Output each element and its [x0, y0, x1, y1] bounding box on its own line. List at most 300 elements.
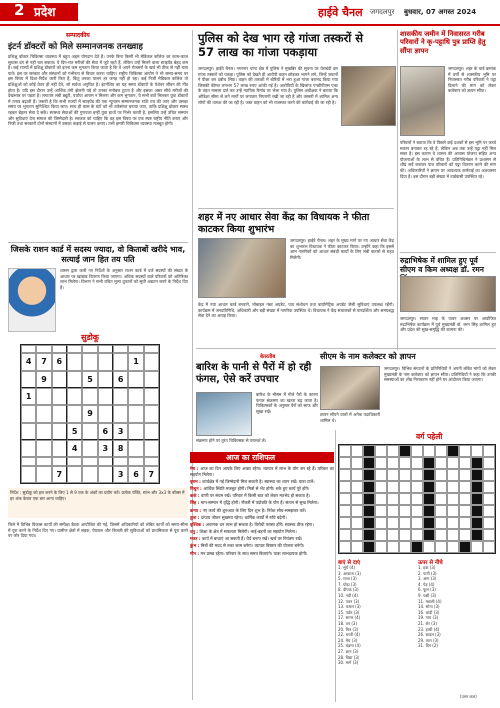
- crossword-block: [471, 457, 483, 469]
- crossword-cell: [399, 505, 411, 517]
- crossword-cell: [483, 541, 495, 553]
- sudoku-cell: 5: [82, 371, 97, 388]
- crossword-down-label: ऊपर से नीचे: [418, 560, 443, 566]
- crossword-block: [423, 493, 435, 505]
- section-divider: [196, 348, 496, 349]
- crossword-block: [363, 445, 375, 457]
- crossword-cell: [375, 529, 387, 541]
- sudoku-cell: 4: [21, 353, 36, 370]
- story-aadhaar-headline: शहर में नए आधार सेवा केंद्र का विधायक ने फीता काटकर किया शुभारंभ: [198, 212, 370, 235]
- sudoku-cell: [67, 466, 82, 483]
- crossword-block: [471, 529, 483, 541]
- horoscope-entry: [190, 529, 334, 535]
- horoscope-text: आज का दिन आपके लिए अच्छा रहेगा। व्यापार में लाभ के योग बन रहे हैं। परिवार का सहयोग मिलेगा।: [190, 466, 335, 477]
- crossword-clue: 18. वन (3): [338, 620, 358, 626]
- sudoku-cell: [98, 466, 113, 483]
- crossword-cell: [447, 541, 459, 553]
- sudoku-cell: 5: [67, 423, 82, 440]
- crossword-clue: 30. मार्ग (3): [338, 660, 359, 666]
- crossword-cell: [351, 505, 363, 517]
- horoscope-entry: [190, 543, 334, 549]
- sudoku-cell: [144, 440, 159, 457]
- crossword-cell: [399, 457, 411, 469]
- crossword-cell: [339, 505, 351, 517]
- sudoku-cell: 3: [113, 466, 128, 483]
- crossword-clue: 7. घोड़ा (3): [338, 581, 357, 587]
- crossword-clue: 8. दीपक (3): [338, 587, 359, 593]
- sudoku-cell: [21, 466, 36, 483]
- crossword-cell: [351, 481, 363, 493]
- sudoku-cell: [52, 345, 67, 353]
- horoscope-text: आर्थिक स्थिति मजबूत होगी। मित्रों से भेंट होगी। रुके हुए कार्य पूरे होंगे।: [203, 485, 310, 491]
- crossword-answer-note: (उत्तर कल): [460, 694, 477, 699]
- crossword-clue: 15. पर्वत (3): [338, 609, 360, 615]
- story-patta-body: जगदलपुर। शहर के वार्ड क्रमांक में वर्षों से शासकीय भूमि पर निवासरत गरीब परिवारों ने पट्टा दिलाने की मांग को लेकर कलेक्टर को ज्ञापन सौंपा।: [448, 66, 496, 94]
- horoscope-text: मान-सम्मान में वृद्धि होगी। नौकरी में पदोन्नति के योग हैं। संतान से सुख मिलेगा।: [200, 500, 319, 506]
- story-ganja-headline: पुलिस को देख भाग रहे गांजा तस्करों से 57 लाख का गांजा पकड़ाया: [198, 31, 364, 59]
- sudoku-cell: [36, 423, 51, 440]
- crossword-cell: [435, 469, 447, 481]
- crossword-block: [459, 541, 471, 553]
- sudoku-cell: [128, 371, 143, 388]
- crossword-cell: [375, 445, 387, 457]
- crossword-block: [363, 469, 375, 481]
- crossword-cell: [447, 517, 459, 529]
- crossword-cell: [471, 541, 483, 553]
- crossword-cell: [387, 517, 399, 529]
- horoscope-title: आज का राशिफल: [226, 453, 276, 462]
- crossword-block: [471, 517, 483, 529]
- sudoku-cell: 6: [113, 371, 128, 388]
- horoscope-text: शिक्षा के क्षेत्र में सफलता मिलेगी। भाई-बहनों का सहयोग मिलेगा।: [199, 529, 297, 535]
- crossword-cell: [411, 445, 423, 457]
- crossword-cell: [459, 481, 471, 493]
- sudoku-cell: [21, 457, 36, 465]
- crossword-cell: [387, 469, 399, 481]
- horoscope-entry: [190, 479, 334, 485]
- crossword-cell: [339, 445, 351, 457]
- crossword-cell: [375, 493, 387, 505]
- crossword-clue: 27. ज्ञान (3): [338, 648, 359, 654]
- crossword-block: [399, 445, 411, 457]
- sudoku-cell: 7: [36, 353, 51, 370]
- horoscope-text: कार्यक्षेत्र में नई जिम्मेदारी मिल सकती है। स्वास्थ्य का ध्यान रखें। यात्रा टालें।: [202, 478, 315, 484]
- horoscope-sign: मिथुन :: [190, 485, 204, 491]
- story-ration-headline: जिसके राशन कार्ड में सदस्य ज्यादा, वो किताबों खरीदे भाव, सत्याई जान हित तय पति: [10, 245, 186, 264]
- crossword-title: वर्ग पहेली: [416, 432, 443, 441]
- crossword-block: [363, 541, 375, 553]
- crossword-cell: [387, 541, 399, 553]
- crossword-cell: [459, 529, 471, 541]
- horoscope-sign: सिंह :: [190, 500, 201, 506]
- issue-date: बुधवार, 07 अगस्त 2024: [404, 8, 477, 16]
- crossword-cell: [399, 541, 411, 553]
- crossword-cell: [435, 481, 447, 493]
- sudoku-cell: 6: [98, 423, 113, 440]
- sudoku-cell: [82, 440, 97, 457]
- crossword-cell: [423, 541, 435, 553]
- crossword-clue: 13. कमल (3): [338, 604, 361, 610]
- crossword-block: [423, 481, 435, 493]
- story-fungus-photo: [196, 392, 252, 436]
- horoscope-entry: [190, 493, 334, 499]
- horoscope-text: मन प्रसन्न रहेगा। परिवार के साथ समय बिताएंगे। यात्रा लाभदायक होगी।: [200, 550, 308, 556]
- crossword-clue: 26. बादल (3): [418, 632, 441, 638]
- horoscope-sign: कर्क :: [190, 493, 202, 499]
- crossword-cell: [435, 505, 447, 517]
- horoscope-sign: वृश्चिक :: [190, 521, 206, 527]
- crossword-cell: [435, 517, 447, 529]
- horoscope-entry: [190, 551, 334, 557]
- sudoku-grid: [20, 344, 160, 484]
- crossword-clue: 31. दिन (2): [418, 643, 438, 649]
- crossword-cell: [447, 469, 459, 481]
- sudoku-cell: [128, 440, 143, 457]
- sudoku-cell: 4: [67, 440, 82, 457]
- horoscope-entry: [190, 508, 334, 514]
- crossword-clue: 12. पवन (3): [338, 598, 360, 604]
- crossword-cell: [387, 529, 399, 541]
- crossword-cell: [411, 457, 423, 469]
- crossword-block: [471, 481, 483, 493]
- sudoku-cell: 1: [128, 353, 143, 370]
- crossword-block: [423, 469, 435, 481]
- sudoku-cell: [67, 405, 82, 422]
- crossword-cell: [435, 445, 447, 457]
- crossword-cell: [411, 469, 423, 481]
- crossword-cell: [375, 541, 387, 553]
- sudoku-cell: [98, 345, 113, 353]
- crossword-across-label: बाएं से दाएं: [338, 560, 361, 566]
- sudoku-cell: [21, 440, 36, 457]
- sudoku-cell: [113, 457, 128, 465]
- crossword-clue: 10. नदी (4): [338, 592, 358, 598]
- sudoku-cell: 3: [98, 440, 113, 457]
- editorial-body: प्रशिक्षु डॉक्टर चिकित्सा व्यवस्था में बहुत अहम योगदान देते हैं। उनके बिना किसी भी मेडिकल कॉलेज का काम-काज सुचारू ढंग से नहीं चल सकता। ये दिन-रात मरीजों की सेवा में जुटे रहते हैं, लेकिन उन्हें मिलने वाला स्टाइपेंड बेहद कम है। कई राज्यों में प्रशिक्षु डॉक्टरों को इतना कम भुगतान किया जाता है कि वे अपने रोजमर्रा के खर्च भी ठीक से नहीं चला पाते। इस पर सरकार और संस्थानों को गंभीरता से विचार करना चाहिए। राष्ट्रीय चिकित्सा आयोग ने भी समय-समय पर इस विषय में दिशा-निर्देश जारी किए हैं, किंतु उनका पालन हर जगह नहीं हो रहा। कई निजी मेडिकल कॉलेज तो प्रशिक्षुओं को कोई वेतन ही नहीं देते, जो सर्वथा अनुचित है। इंटर्नशिप का यह समय डॉक्टरों के पेशेवर जीवन की नींव होता है। यदि इस दौरान उन्हें आर्थिक तंगी झेलनी पड़े तो उनका मनोबल टूटता है और इसका असर सीधे मरीजों की देखभाल पर पड़ता है। लगातार लंबी ड्यूटी, पर्याप्त आराम न मिलना और कम भुगतान, ये सभी बातें मिलकर युवा डॉक्टरों में तनाव बढ़ाती हैं। जरूरी है कि सभी राज्यों में स्टाइपेंड की एक न्यूनतम सम्मानजनक राशि तय की जाए और उसका समय पर भुगतान सुनिश्चित किया जाए। साथ ही काम के घंटों को भी तर्कसंगत बनाया जाए, ताकि प्रशिक्षु डॉक्टर स्वस्थ रहकर बेहतर सेवा दे सकें। स्वास्थ्य सेवाओं की गुणवत्ता इन्हीं युवा हाथों पर निर्भर करती है, इसलिए उन्हें उचित सम्मान और सुविधाएं देना समाज की जिम्मेदारी है। सरकार को चाहिए कि वह इस विषय पर एक स्पष्ट राष्ट्रीय नीति बनाए और निजी तथा सरकारी दोनों संस्थानों में उसका कड़ाई से पालन कराए। तभी हमारी चिकित्सा व्यवस्था मजबूत होगी।: [8, 54, 188, 127]
- horoscope-entry: [190, 515, 334, 521]
- sudoku-cell: [98, 371, 113, 388]
- crossword-block: [471, 505, 483, 517]
- horoscope-text: अचानक धन लाभ हो सकता है। विरोधी परास्त होंगे। स्वास्थ्य ठीक रहेगा।: [205, 521, 314, 527]
- sudoku-cell: [113, 345, 128, 353]
- crossword-cell: [375, 481, 387, 493]
- crossword-cell: [375, 469, 387, 481]
- crossword-cell: [447, 529, 459, 541]
- sudoku-cell: [36, 440, 51, 457]
- crossword-cell: [411, 481, 423, 493]
- horoscope-entry: [190, 536, 334, 542]
- column-divider: [335, 430, 336, 702]
- section-title: प्रदेश: [34, 5, 56, 19]
- left-bottom-story-body: जिले में विभिन्न विकास कार्यों की समीक्षा बैठक आयोजित की गई, जिसमें अधिकारियों को लंबित कार्यों को समय-सीमा में पूरा करने के निर्देश दिए गए। ग्रामीण क्षेत्रों में सड़क, पेयजल और बिजली की सुविधाओं को प्राथमिकता से पूरा करने पर जोर दिया गया।: [8, 522, 188, 539]
- sudoku-cell: [21, 345, 36, 353]
- horoscope-sign: मकर :: [190, 536, 203, 542]
- crossword-clue: 16. चांदी (3): [418, 609, 440, 615]
- sudoku-cell: [21, 371, 36, 388]
- story-fungus-body: बारिश के मौसम में गीले पैरों के कारण फंगल संक्रमण का खतरा बढ़ जाता है। चिकित्सकों के अनुसार पैरों को साफ और सूखा रखें।: [256, 392, 318, 414]
- sudoku-cell: [36, 345, 51, 353]
- crossword-clue: 1. सूर्य (4): [338, 565, 356, 570]
- sudoku-cell: 1: [21, 388, 36, 405]
- column-divider: [397, 30, 398, 350]
- story-patta-headline: शासकीय जमीन में निवासरत गरीब परिवारों ने कृ-पट्टाधि पुत्र प्राप्ति हेतु सौंपा ज्ञापन: [400, 30, 486, 55]
- crossword-clue: 20. मित्र (3): [338, 626, 359, 632]
- crossword-cell: [339, 541, 351, 553]
- sudoku-cell: [67, 345, 82, 353]
- sudoku-cell: [67, 353, 82, 370]
- editorial-tag: सम्पादकीय: [66, 32, 90, 39]
- crossword-cell: [459, 457, 471, 469]
- crossword-clue: 19. गाय (3): [418, 615, 439, 621]
- crossword-cell: [459, 445, 471, 457]
- horoscope-text: नए कार्य की शुरुआत के लिए दिन शुभ है। निवेश सोच-समझकर करें।: [202, 507, 307, 513]
- crossword-clue: 3. आग (3): [418, 576, 437, 582]
- story-rudrabhishek-photo: [400, 276, 496, 312]
- story-aadhaar-body-continued: केंद्र में नया आधार कार्ड बनवाने, मोबाइल नंबर अपडेट, पता संशोधन तथा बायोमेट्रिक अपडेट जैसी सुविधाएं उपलब्ध रहेंगी। कार्यक्रम में जनप्रतिनिधि, अधिकारी और बड़ी संख्या में नागरिक उपस्थित थे। विधायक ने केंद्र संचालकों से पारदर्शिता और समयबद्ध सेवा देने का आग्रह किया।: [198, 302, 394, 319]
- crossword-block: [363, 493, 375, 505]
- crossword-clue: 1. हवा (3): [418, 565, 436, 570]
- crossword-block: [411, 541, 423, 553]
- sudoku-cell: 8: [113, 440, 128, 457]
- crossword-cell: [483, 469, 495, 481]
- sudoku-cell: [67, 371, 82, 388]
- crossword-cell: [483, 517, 495, 529]
- crossword-clue: 22. धरती (4): [338, 632, 360, 638]
- story-ration-illustration: [8, 268, 56, 332]
- crossword-clue: 21. शेर (3): [418, 620, 437, 626]
- section-divider: [8, 242, 188, 243]
- crossword-cell: [351, 457, 363, 469]
- sudoku-cell: [82, 466, 97, 483]
- sudoku-cell: [52, 423, 67, 440]
- horoscope-sign: कुंभ :: [190, 543, 201, 549]
- crossword-cell: [459, 493, 471, 505]
- story-fungus-tag: बेतरतीब: [260, 354, 276, 360]
- horoscope-text: कार्य में बाधाएं आ सकती हैं। धैर्य बनाए रखें। खर्च पर नियंत्रण रखें।: [202, 536, 303, 542]
- sudoku-cell: [82, 345, 97, 353]
- crossword-cell: [339, 517, 351, 529]
- story-memorandum-headline: सीएम के नाम कलेक्टर को ज्ञापन: [320, 352, 416, 361]
- sudoku-cell: [113, 388, 128, 405]
- story-ganja-body: जगदलपुर। हाईवे चैनल। नगरनार थाना क्षेत्र में पुलिस ने मुखबिर की सूचना पर घेराबंदी कर गांजा तस्करों को पकड़ा। पुलिस को देखते ही आरोपी वाहन छोड़कर भागने लगे, जिन्हें जवानों ने पीछा कर दबोच लिया। वाहन की तलाशी में बोरियों में भरा हुआ गांजा बरामद किया गया जिसकी कीमत लगभग 57 लाख रुपए आंकी गई है। आरोपियों के खिलाफ एनडीपीएस एक्ट के तहत मामला दर्ज कर उन्हें न्यायिक रिमांड पर भेजा गया है। पुलिस अधीक्षक ने बताया कि ओडिशा सीमा से लगे मार्गों पर लगातार निगरानी रखी जा रही है और तस्करी में शामिल अन्य लोगों की तलाश की जा रही है। जब्त वाहन को भी राजसात करने की कार्रवाई की जा रही है।: [198, 66, 338, 105]
- sudoku-cell: [98, 388, 113, 405]
- sudoku-cell: [144, 388, 159, 405]
- section-divider: [400, 252, 496, 253]
- crossword-cell: [483, 493, 495, 505]
- crossword-clue: 9. पक्षी (3): [418, 592, 437, 598]
- crossword-cell: [459, 517, 471, 529]
- crossword-cell: [447, 481, 459, 493]
- story-fungus-body-continued: संक्रमण होने पर तुरंत चिकित्सक से परामर्श लें।: [196, 438, 267, 443]
- crossword-clue: 24. मेघ (3): [338, 637, 358, 643]
- crossword-block: [363, 505, 375, 517]
- sudoku-cell: [82, 423, 97, 440]
- crossword-cell: [435, 529, 447, 541]
- sudoku-cell: [144, 371, 159, 388]
- crossword-cell: [387, 481, 399, 493]
- crossword-cell: [459, 469, 471, 481]
- crossword-cell: [399, 517, 411, 529]
- crossword-block: [423, 529, 435, 541]
- story-ration-body: शासन द्वारा जारी नए निर्देशों के अनुसार राशन कार्ड में दर्ज सदस्यों की संख्या के आधार पर खाद्यान्न वितरण किया जाएगा। अधिक सदस्यों वाले परिवारों को अतिरिक्त लाभ मिलेगा। विभाग ने सभी उचित मूल्य दुकानों को सूची अद्यतन करने के निर्देश दिए हैं।: [60, 268, 188, 290]
- horoscope-entry: [190, 500, 334, 506]
- sudoku-title: सुडोकू: [81, 333, 99, 342]
- crossword-clue: 28. विद्या (3): [338, 654, 360, 660]
- crossword-block: [447, 445, 459, 457]
- crossword-cell: [435, 457, 447, 469]
- crossword-block: [423, 505, 435, 517]
- horoscope-entry: [190, 486, 334, 492]
- sudoku-cell: 3: [113, 423, 128, 440]
- sudoku-cell: [36, 466, 51, 483]
- crossword-clue: 14. सोना (3): [418, 604, 440, 610]
- crossword-cell: [459, 505, 471, 517]
- horoscope-sign: वृषभ :: [190, 478, 203, 484]
- crossword-clue: 29. तारा (3): [418, 637, 439, 643]
- crossword-cell: [483, 529, 495, 541]
- crossword-cell: [351, 529, 363, 541]
- sudoku-cell: [21, 405, 36, 422]
- editorial-headline: इंटर्न डॉक्टरों को मिले सम्मानजनक तनख्वाह: [8, 42, 143, 52]
- crossword-cell: [375, 505, 387, 517]
- horoscope-text: मित्रों की मदद से रुका काम बनेगा। व्यापार विस्तार की योजना बनेगी।: [200, 543, 305, 549]
- sudoku-cell: 7: [144, 466, 159, 483]
- crossword-cell: [483, 481, 495, 493]
- sudoku-cell: 6: [128, 466, 143, 483]
- sudoku-cell: [144, 345, 159, 353]
- sudoku-cell: [82, 388, 97, 405]
- crossword-clue: 11. मछली (4): [418, 598, 442, 604]
- crossword-cell: [399, 469, 411, 481]
- page-number: 2: [14, 1, 25, 19]
- crossword-cell: [483, 445, 495, 457]
- crossword-cell: [447, 493, 459, 505]
- crossword-cell: [399, 481, 411, 493]
- sudoku-cell: [98, 457, 113, 465]
- crossword-cell: [411, 493, 423, 505]
- sudoku-cell: [82, 457, 97, 465]
- story-aadhaar-photo: [198, 238, 286, 298]
- horoscope-text: वाणी पर संयम रखें। परिवार में किसी बात को लेकर मतभेद हो सकता है।: [201, 493, 311, 499]
- sudoku-cell: [113, 353, 128, 370]
- story-patta-photo: [400, 66, 445, 136]
- story-rudrabhishek-body: जगदलपुर। सावन माह के पावन अवसर पर आयोजित रुद्राभिषेक कार्यक्रम में पूर्व मुख्यमंत्री डॉ. रमन सिंह शामिल हुए और प्रदेश की सुख-समृद्धि की कामना की।: [400, 316, 496, 333]
- crossword-cell: [387, 445, 399, 457]
- sudoku-cell: [52, 371, 67, 388]
- sudoku-cell: [82, 353, 97, 370]
- edition-city: जगदलपुर: [370, 8, 395, 16]
- crossword-clue: 23. हाथी (4): [418, 626, 440, 632]
- crossword-clue: 3. आकाश (3): [338, 570, 361, 576]
- crossword-cell: [351, 493, 363, 505]
- sudoku-cell: [67, 388, 82, 405]
- crossword-grid: [338, 444, 496, 554]
- sudoku-cell: [128, 423, 143, 440]
- crossword-across-clues: [338, 565, 416, 703]
- crossword-clue: 4. पेड़ (4): [418, 581, 435, 587]
- crossword-block: [423, 517, 435, 529]
- story-rudrabhishek-headline: रुद्राभिषेक में शामिल हुए पूर्व सीएम व किम अध्यक्ष डॉ. रमन: [400, 256, 484, 274]
- crossword-cell: [399, 529, 411, 541]
- horoscope-sign: कन्या :: [190, 507, 203, 513]
- horoscope-text: दांपत्य जीवन सुखमय रहेगा। धार्मिक कार्यों में रुचि बढ़ेगी।: [200, 514, 287, 520]
- sudoku-cell: 9: [36, 371, 51, 388]
- sudoku-cell: [144, 457, 159, 465]
- horoscope-list: [190, 466, 334, 702]
- story-fungus-headline: बारिश के पानी से पैरों में हो रही फंगस, ऐसे करें उपचार: [196, 362, 312, 385]
- crossword-block: [471, 493, 483, 505]
- sudoku-cell: [128, 388, 143, 405]
- crossword-cell: [411, 505, 423, 517]
- sudoku-cell: [36, 405, 51, 422]
- sudoku-cell: [52, 457, 67, 465]
- sudoku-cell: [52, 388, 67, 405]
- sudoku-cell: [144, 423, 159, 440]
- crossword-down-clues: [418, 565, 496, 703]
- crossword-cell: [483, 457, 495, 469]
- sudoku-cell: [36, 457, 51, 465]
- crossword-cell: [351, 445, 363, 457]
- crossword-block: [363, 481, 375, 493]
- sudoku-cell: [128, 405, 143, 422]
- section-divider: [198, 208, 394, 209]
- sudoku-cell: [113, 405, 128, 422]
- story-ganja-photo: [341, 66, 396, 126]
- crossword-cell: [387, 493, 399, 505]
- crossword-block: [471, 469, 483, 481]
- crossword-clue: 25. चंद्रमा (4): [338, 643, 361, 649]
- sudoku-instructions: निर्देश : सुडोकू को हल करने के लिए 1 से 9 तक के अंकों का प्रयोग करें। प्रत्येक पंक्ति, स्तंभ और 3x3 के बॉक्स में हर अंक केवल एक बार आना चाहिए।: [8, 488, 188, 518]
- sudoku-cell: [128, 345, 143, 353]
- story-memorandum-body: जगदलपुर। विभिन्न संगठनों के प्रतिनिधियों ने अपनी लंबित मांगों को लेकर मुख्यमंत्री के नाम कलेक्टर को ज्ञापन सौंपा। प्रतिनिधियों ने कहा कि उनकी समस्याओं का शीघ्र निराकरण नहीं होने पर आंदोलन किया जाएगा।: [384, 366, 496, 383]
- crossword-cell: [387, 505, 399, 517]
- sudoku-cell: [98, 405, 113, 422]
- crossword-clue: 2. पानी (3): [418, 570, 437, 576]
- crossword-cell: [483, 505, 495, 517]
- crossword-clue: 6. फूल (3): [418, 587, 436, 593]
- horoscope-sign: धनु :: [190, 529, 200, 535]
- sudoku-cell: 7: [52, 466, 67, 483]
- horoscope-sign: तुला :: [190, 514, 201, 520]
- horoscope-entry: [190, 522, 334, 528]
- crossword-block: [363, 529, 375, 541]
- crossword-block: [363, 517, 375, 529]
- crossword-cell: [351, 541, 363, 553]
- crossword-cell: [351, 469, 363, 481]
- crossword-cell: [435, 493, 447, 505]
- sudoku-cell: 6: [52, 353, 67, 370]
- crossword-cell: [351, 517, 363, 529]
- sudoku-cell: [144, 353, 159, 370]
- crossword-cell: [375, 457, 387, 469]
- story-memorandum-photo: [320, 366, 380, 410]
- story-aadhaar-body: जगदलपुर। हाईवे चैनल। शहर के मुख्य मार्ग पर नए आधार सेवा केंद्र का शुभारंभ विधायक ने फीता काटकर किया। उन्होंने कहा कि इससे आम नागरिकों को आधार संबंधी कार्यों के लिए लंबी कतारों से राहत मिलेगी।: [290, 238, 394, 260]
- crossword-cell: [387, 457, 399, 469]
- sudoku-cell: [144, 405, 159, 422]
- story-memorandum-body-continued: ज्ञापन सौंपने वालों में अनेक पदाधिकारी शामिल थे।: [320, 412, 380, 423]
- horoscope-sign: मीन :: [190, 550, 201, 556]
- crossword-cell: [339, 469, 351, 481]
- sudoku-cell: 9: [82, 405, 97, 422]
- story-patta-body-continued: परिवारों ने बताया कि वे पिछले कई दशकों से इस भूमि पर कच्चे मकान बनाकर रह रहे हैं, लेकिन अब तक उन्हें पट्टा नहीं मिल सका है। इस कारण वे शासन की आवास योजना सहित अन्य योजनाओं के लाभ से वंचित हैं। प्रतिनिधिमंडल ने प्रशासन से शीघ्र सर्वे कराकर पात्र परिवारों को पट्टा वितरण करने की मांग की। अधिकारियों ने ज्ञापन पर आवश्यक कार्रवाई का आश्वासन दिया है। इस दौरान बड़ी संख्या में वार्डवासी उपस्थित रहे।: [400, 140, 496, 179]
- masthead: हाईवे चैनल: [318, 6, 363, 19]
- crossword-cell: [339, 493, 351, 505]
- crossword-cell: [435, 541, 447, 553]
- sudoku-cell: [67, 457, 82, 465]
- crossword-block: [423, 457, 435, 469]
- crossword-cell: [339, 481, 351, 493]
- crossword-cell: [375, 517, 387, 529]
